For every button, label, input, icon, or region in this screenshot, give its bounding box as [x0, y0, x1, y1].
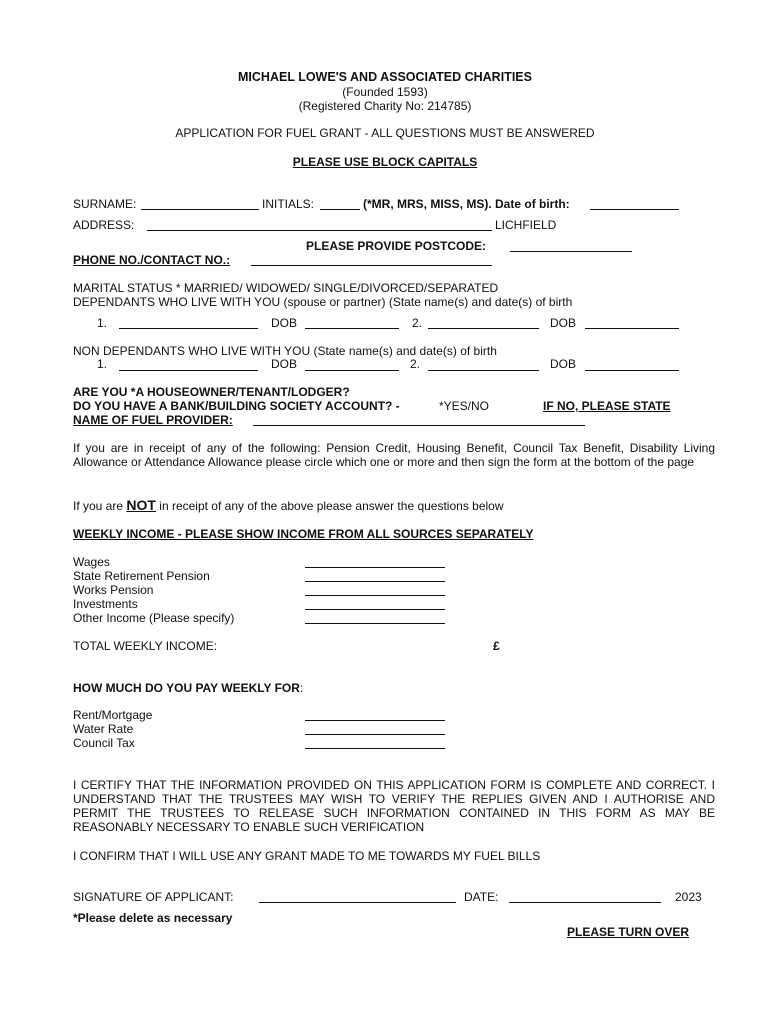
postcode-field[interactable] — [510, 251, 632, 252]
income-item-investments: Investments — [73, 597, 138, 611]
dependant-2-dob-label: DOB — [550, 316, 577, 330]
surname-label: SURNAME: — [73, 197, 137, 211]
signature-field[interactable] — [259, 902, 456, 903]
income-investments-field[interactable] — [305, 609, 445, 610]
expense-rent-field[interactable] — [305, 720, 445, 721]
expense-item-water: Water Rate — [73, 722, 134, 736]
non-dependant-2-number: 2. — [410, 357, 421, 371]
expense-item-council-tax: Council Tax — [73, 736, 135, 750]
org-name: MICHAEL LOWE'S AND ASSOCIATED CHARITIES — [238, 70, 532, 84]
fuel-provider-label: NAME OF FUEL PROVIDER: — [73, 413, 233, 427]
block-capitals-note: PLEASE USE BLOCK CAPITALS — [292, 155, 478, 169]
address-town: LICHFIELD — [495, 218, 557, 232]
non-dependant-2-dob-field[interactable] — [585, 370, 679, 371]
weekly-payments-heading — [73, 681, 303, 695]
dependants-label: DEPENDANTS WHO LIVE WITH YOU (spouse or partner) (State name(s) and date(s) of birth — [73, 295, 573, 309]
date-label: DATE: — [464, 890, 499, 904]
non-dependant-1-dob-label: DOB — [271, 357, 298, 371]
income-item-works-pension: Works Pension — [73, 583, 154, 597]
dependant-1-dob-field[interactable] — [305, 328, 399, 329]
signature-date-field[interactable] — [509, 902, 661, 903]
income-state-pension-field[interactable] — [305, 581, 445, 582]
benefits-receipt-text: If you are in receipt of any of the following: Pension Credit, Housing Benefit, Council Tax Benefit, Disability Living Allowance or Attendance Allowance please circle which one or more and then sign the form at the bottom of the page — [73, 441, 715, 469]
if-no-note: IF NO, PLEASE STATE — [543, 399, 671, 413]
yes-no-option[interactable]: *YES/NO — [439, 399, 490, 413]
currency-symbol: £ — [493, 639, 500, 653]
address-label: ADDRESS: — [73, 218, 135, 232]
bank-account-question: DO YOU HAVE A BANK/BUILDING SOCIETY ACCOUNT? - — [73, 399, 400, 413]
non-dependant-1-number: 1. — [97, 357, 108, 371]
date-of-birth-field[interactable] — [590, 209, 679, 210]
not-in-receipt-suffix: in receipt of any of the above please answer the questions below — [159, 499, 504, 513]
marital-status: MARITAL STATUS * MARRIED/ WIDOWED/ SINGLE/DIVORCED/SEPARATED — [73, 281, 499, 295]
weekly-payments-colon: : — [299, 681, 304, 695]
income-item-state-pension: State Retirement Pension — [73, 569, 210, 583]
non-dependant-2-dob-label: DOB — [550, 357, 577, 371]
weekly-payments-heading-text: HOW MUCH DO YOU PAY WEEKLY FOR — [73, 681, 300, 695]
address-field[interactable] — [147, 230, 492, 231]
founded-note: (Founded 1593) — [342, 85, 428, 99]
title-options: (*MR, MRS, MISS, MS). — [363, 197, 492, 211]
non-dependants-label: NON DEPENDANTS WHO LIVE WITH YOU (State name(s) and date(s) of birth — [73, 344, 497, 358]
expense-council-tax-field[interactable] — [305, 748, 445, 749]
non-dependant-1-dob-field[interactable] — [305, 370, 399, 371]
non-dependant-2-name-field[interactable] — [428, 370, 539, 371]
houseowner-question: ARE YOU *A HOUSEOWNER/TENANT/LODGER? — [73, 385, 350, 399]
expense-item-rent: Rent/Mortgage — [73, 708, 153, 722]
signature-year: 2023 — [675, 890, 702, 904]
application-title: APPLICATION FOR FUEL GRANT - ALL QUESTIONS MUST BE ANSWERED — [175, 126, 595, 140]
income-item-wages: Wages — [73, 555, 110, 569]
not-emphasis: NOT — [126, 497, 156, 513]
dependant-2-number: 2. — [412, 316, 423, 330]
total-weekly-income-label: TOTAL WEEKLY INCOME: — [73, 639, 218, 653]
phone-label: PHONE NO./CONTACT NO.: — [73, 253, 231, 267]
confirm-statement: I CONFIRM THAT I WILL USE ANY GRANT MADE TO ME TOWARDS MY FUEL BILLS — [73, 849, 541, 863]
non-dependant-1-name-field[interactable] — [119, 370, 258, 371]
income-wages-field[interactable] — [305, 567, 445, 568]
income-item-other: Other Income (Please specify) — [73, 611, 235, 625]
weekly-income-heading: WEEKLY INCOME - PLEASE SHOW INCOME FROM ALL SOURCES SEPARATELY — [73, 527, 534, 541]
initials-field[interactable] — [320, 209, 360, 210]
turn-over-note: PLEASE TURN OVER — [567, 925, 690, 939]
dependant-1-number: 1. — [97, 316, 108, 330]
income-other-field[interactable] — [305, 623, 445, 624]
postcode-label: PLEASE PROVIDE POSTCODE: — [306, 239, 487, 253]
dependant-2-dob-field[interactable] — [585, 328, 679, 329]
delete-note: *Please delete as necessary — [73, 911, 233, 925]
dependant-1-name-field[interactable] — [119, 328, 258, 329]
initials-label: INITIALS: — [262, 197, 315, 211]
signature-label: SIGNATURE OF APPLICANT: — [73, 890, 234, 904]
not-in-receipt-text — [73, 498, 504, 513]
phone-field[interactable] — [251, 265, 492, 266]
dependant-1-dob-label: DOB — [271, 316, 298, 330]
expense-water-field[interactable] — [305, 734, 445, 735]
income-works-pension-field[interactable] — [305, 595, 445, 596]
charity-number: (Registered Charity No: 214785) — [298, 99, 472, 113]
dependant-2-name-field[interactable] — [428, 328, 539, 329]
not-in-receipt-prefix: If you are — [73, 499, 124, 513]
surname-field[interactable] — [141, 209, 259, 210]
date-of-birth-label: Date of birth: — [495, 197, 570, 211]
certify-statement: I CERTIFY THAT THE INFORMATION PROVIDED ON THIS APPLICATION FORM IS COMPLETE AND CORRECT. I UNDERSTAND THAT THE TRUSTEES MAY WISH TO VERIFY THE REPLIES GIVEN AND I AUTHORISE AND PERMIT THE TRUSTEES TO RELEASE SUCH INFORMATION CONTAINED IN THIS FORM AS MAY BE REASONABLY NECESSARY TO ENABLE SUCH VERIFICATION — [73, 778, 715, 834]
fuel-provider-field[interactable] — [253, 425, 585, 426]
